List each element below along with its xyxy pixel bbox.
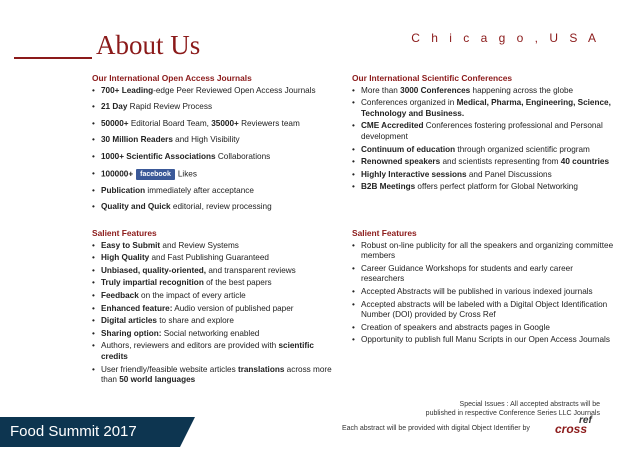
item-text: Likes: [177, 169, 197, 179]
item-text: Reviewers team: [238, 118, 300, 128]
title-rule: [14, 57, 92, 59]
item-bold-text: Renowned speakers: [361, 157, 441, 167]
conferences-list: [352, 86, 614, 193]
list-item: [352, 287, 614, 298]
special-issues-line-2: published in respective Conference Series LLC Journals: [425, 410, 600, 417]
list-item: [92, 253, 342, 264]
item-text: and scientists representing from: [440, 157, 561, 167]
item-bold-text: 35000+: [211, 118, 239, 128]
item-bold-text: Feedback: [101, 290, 139, 300]
item-bold-text: 100000+: [101, 169, 134, 179]
item-text: Accepted abstracts will be labeled with a Digital Object Identification Number (DOI) provided by Cross Ref: [361, 299, 608, 320]
list-item: [92, 169, 342, 180]
item-bold-text: 700+ Leading: [101, 85, 154, 95]
item-bold-text: 30 Million Readers: [101, 135, 173, 145]
list-item: [92, 102, 342, 113]
item-text: and transparent reviews: [206, 265, 296, 275]
list-item: [92, 86, 342, 97]
item-text: immediately after acceptance: [145, 185, 254, 195]
item-text: Conferences organized in: [361, 98, 457, 108]
list-item: [352, 98, 614, 119]
list-item: [352, 170, 614, 181]
list-item: [352, 86, 614, 97]
item-bold-text: 3000 Conferences: [400, 85, 471, 95]
item-bold-text: 40 countries: [560, 157, 610, 167]
crossref-logo-sup: ref: [579, 415, 592, 426]
journals-heading: Our International Open Access Journals: [92, 73, 252, 83]
journals-section: [92, 73, 342, 219]
list-item: [352, 182, 614, 193]
list-item: [92, 291, 342, 302]
item-text: happening across the globe: [470, 85, 574, 95]
item-text: across more than: [101, 364, 332, 385]
item-bold-text: 50000+: [101, 118, 129, 128]
item-text: Collaborations: [215, 151, 271, 161]
crossref-logo: [555, 415, 605, 437]
list-item: [352, 323, 614, 334]
item-bold-text: 21 Day: [101, 102, 128, 112]
item-bold-text: translations: [237, 364, 285, 374]
item-text: Editorial Board Team,: [128, 118, 212, 128]
item-bold-text: Sharing option:: [101, 328, 162, 338]
item-bold-text: scientific credits: [101, 341, 314, 361]
item-text: Accepted Abstracts will be published in various indexed journals: [361, 286, 593, 296]
conferences-section: [352, 73, 614, 195]
item-bold-text: Medical, Pharma, Engineering, Science, Technology and Business.: [361, 98, 611, 118]
item-bold-text: 1000+ Scientific Associations: [101, 151, 216, 161]
list-item: [92, 186, 342, 197]
crossref-logo-main: cross: [555, 422, 588, 436]
page-title: About Us: [96, 30, 201, 60]
right-features-list: [352, 241, 614, 346]
item-text: Conferences fostering professional and Personal development: [361, 121, 603, 141]
list-item: [92, 152, 342, 163]
list-item: [92, 365, 342, 386]
left-features-list: [92, 241, 342, 386]
list-item: [352, 264, 614, 285]
item-bold-text: 50 world languages: [119, 375, 196, 385]
left-features-heading: Salient Features: [92, 228, 157, 238]
left-features-section: [92, 228, 342, 388]
item-bold-text: Enhanced feature:: [101, 303, 173, 313]
item-text: editorial, review processing: [170, 202, 272, 212]
special-issues-line-1: Special Issues : All accepted abstracts will be: [459, 401, 600, 408]
list-item: [92, 278, 342, 289]
list-item: [352, 157, 614, 168]
footer-banner: [0, 417, 180, 447]
item-text: -edge Peer Reviewed Open Access Journals: [153, 85, 316, 95]
list-item: [92, 266, 342, 277]
item-bold-text: Unbiased, quality-oriented,: [101, 265, 207, 275]
journals-list: [92, 86, 342, 213]
item-text: Robust on-line publicity for all the speakers and organizing committee members: [361, 240, 614, 261]
item-bold-text: High Quality: [101, 253, 150, 263]
list-item: [92, 304, 342, 315]
item-text: and Panel Discussions: [466, 169, 552, 179]
list-item: [92, 316, 342, 327]
item-text: User friendly/feasible website articles: [101, 364, 238, 374]
right-features-section: [352, 228, 614, 348]
item-text: Audio version of published paper: [172, 303, 294, 313]
item-text: and Fast Publishing Guaranteed: [149, 253, 269, 263]
item-bold-text: CME Accredited: [361, 121, 424, 131]
item-text: Rapid Review Process: [127, 102, 213, 112]
list-item: [352, 241, 614, 262]
list-item: [92, 135, 342, 146]
item-text: through organized scientific program: [455, 144, 590, 154]
item-text: of the best papers: [203, 278, 272, 288]
doi-note: Each abstract will be provided with digital Object Identifier by: [342, 425, 530, 432]
item-text: offers perfect platform for Global Networking: [415, 182, 578, 192]
item-text: Creation of speakers and abstracts pages in Google: [361, 322, 550, 332]
item-bold-text: Easy to Submit: [101, 240, 161, 250]
item-bold-text: Continuum of education: [361, 144, 456, 154]
list-item: [352, 335, 614, 346]
item-text: on the impact of every article: [138, 290, 246, 300]
list-item: [92, 329, 342, 340]
location-label: C h i c a g o , U S A: [411, 31, 600, 45]
item-bold-text: Truly impartial recognition: [101, 278, 204, 288]
list-item: [352, 145, 614, 156]
right-features-heading: Salient Features: [352, 228, 417, 238]
item-text: and Review Systems: [160, 240, 239, 250]
list-item: [92, 119, 342, 130]
item-bold-text: Highly Interactive sessions: [361, 169, 467, 179]
list-item: [92, 241, 342, 252]
item-bold-text: B2B Meetings: [361, 182, 416, 192]
item-text: Authors, reviewers and editors are provided with: [101, 341, 279, 351]
facebook-icon: facebook: [136, 169, 175, 180]
list-item: [352, 300, 614, 321]
item-text: to share and explore: [156, 316, 234, 326]
list-item: [352, 121, 614, 142]
item-bold-text: Quality and Quick: [101, 202, 171, 212]
item-text: More than: [361, 85, 401, 95]
item-text: and High Visibility: [172, 135, 240, 145]
item-text: Career Guidance Workshops for students and early career researchers: [361, 263, 573, 284]
item-bold-text: Publication: [101, 185, 146, 195]
item-text: Social networking enabled: [161, 328, 260, 338]
item-bold-text: Digital articles: [101, 316, 157, 326]
item-text: Opportunity to publish full Manu Scripts in our Open Access Journals: [361, 335, 610, 345]
list-item: [92, 341, 342, 362]
event-title: Food Summit 2017: [10, 423, 137, 440]
list-item: [92, 202, 342, 213]
conferences-heading: Our International Scientific Conferences: [352, 73, 513, 83]
